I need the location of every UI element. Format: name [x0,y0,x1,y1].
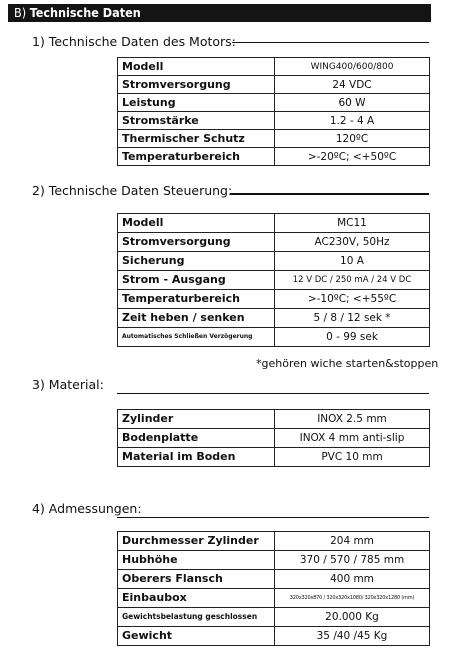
row-value: AC230V, 50Hz [275,233,430,252]
row-value: >-20ºC; <+50ºC [275,148,430,166]
row-value: 0 - 99 sek [275,328,430,347]
row-label: Thermischer Schutz [118,130,275,148]
row-label: Sicherung [118,252,275,271]
row-value: 370 / 570 / 785 mm [275,551,430,570]
material-heading-rule [117,393,429,394]
table-row [118,328,430,347]
material-spec-table [117,409,430,467]
table-row [118,309,430,328]
row-label: Durchmesser Zylinder [118,532,275,551]
row-label: Stromstärke [118,112,275,130]
control-spec-table [117,213,430,347]
row-value: 60 W [275,94,430,112]
motor-spec-table [117,57,430,166]
table-row [118,271,430,290]
row-label: Oberers Flansch [118,570,275,589]
table-row [118,448,430,467]
motor-heading-rule [232,42,429,43]
row-value: INOX 4 mm anti-slip [275,429,430,448]
row-value: 35 /40 /45 Kg [275,627,430,646]
table-row [118,58,430,76]
table-row [118,410,430,429]
row-label: Gewicht [118,627,275,646]
row-label: Bodenplatte [118,429,275,448]
dimensions-heading-rule [117,517,429,518]
row-value: 320x320x870 / 320x320x1080/ 320x320x1280 (mm) [275,589,430,608]
section-prefix: B) [14,5,27,20]
row-value: 20.000 Kg [275,608,430,627]
row-label: Hubhöhe [118,551,275,570]
row-value: MC11 [275,214,430,233]
table-row [118,551,430,570]
table-row [118,589,430,608]
row-value: INOX 2.5 mm [275,410,430,429]
material-section-heading: 3) Material: [32,377,104,392]
row-value: 5 / 8 / 12 sek * [275,309,430,328]
table-row [118,252,430,271]
table-row [118,429,430,448]
row-value: PVC 10 mm [275,448,430,467]
table-row [118,94,430,112]
section-title: Technische Daten [29,5,141,20]
motor-section-heading: 1) Technische Daten des Motors: [32,34,236,49]
row-label: Stromversorgung [118,233,275,252]
row-value: 400 mm [275,570,430,589]
row-label: Material im Boden [118,448,275,467]
table-row [118,76,430,94]
table-row [118,112,430,130]
row-value: 12 V DC / 250 mA / 24 V DC [275,271,430,290]
table-row [118,233,430,252]
row-value: 10 A [275,252,430,271]
row-value: 24 VDC [275,76,430,94]
row-value: 204 mm [275,532,430,551]
row-label: Automatisches Schließen Verzögerung [118,328,275,347]
table-row [118,148,430,166]
table-row [118,608,430,627]
row-label: Einbaubox [118,589,275,608]
row-label: Temperaturbereich [118,148,275,166]
table-row [118,130,430,148]
row-label: Leistung [118,94,275,112]
table-row [118,627,430,646]
row-label: Modell [118,214,275,233]
row-label: Zylinder [118,410,275,429]
control-section-heading: 2) Technische Daten Steuerung: [32,183,233,198]
row-label: Stromversorgung [118,76,275,94]
row-value: 120ºC [275,130,430,148]
table-row [118,532,430,551]
control-heading-rule [230,193,429,195]
section-header [8,4,431,22]
row-label: Strom - Ausgang [118,271,275,290]
row-value: WING400/600/800 [275,58,430,76]
row-label: Temperaturbereich [118,290,275,309]
row-label: Zeit heben / senken [118,309,275,328]
dimensions-spec-table [117,531,430,646]
row-value: >-10ºC; <+55ºC [275,290,430,309]
table-row [118,290,430,309]
row-label: Gewichtsbelastung geschlossen [118,608,275,627]
row-label: Modell [118,58,275,76]
table-row [118,570,430,589]
row-value: 1.2 - 4 A [275,112,430,130]
dimensions-section-heading: 4) Admessungen: [32,501,142,516]
table-row [118,214,430,233]
footnote: *gehören wiche starten&stoppen [256,357,439,370]
